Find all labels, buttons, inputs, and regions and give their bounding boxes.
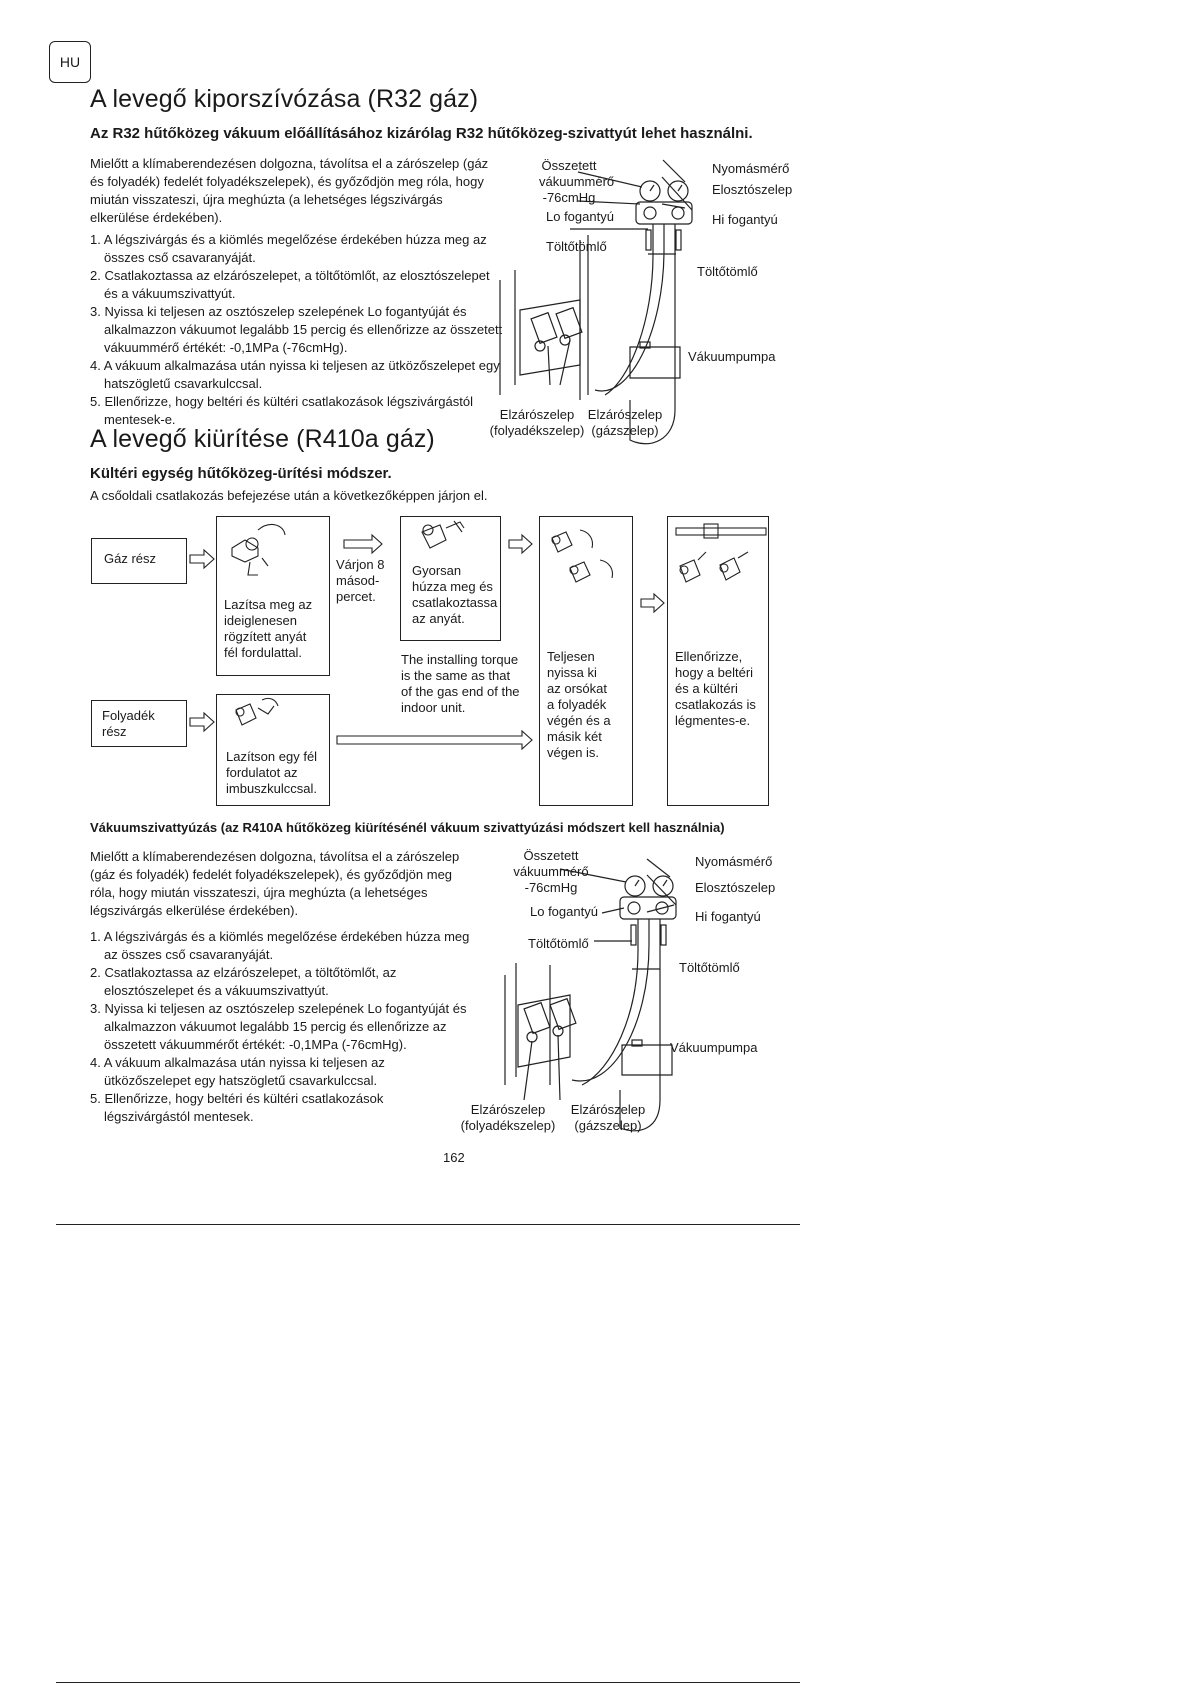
manifold-valve-label: Elosztószelep [695, 880, 776, 895]
manifold-valve-label: Elosztószelep [712, 182, 793, 197]
compound-gauge-label: Összetett vákuummérő -76cmHg [513, 848, 589, 895]
section3-intro: Mielőtt a klímaberendezésen dolgozna, távolítsa el a zárószelep (gáz és folyadék) fedelét folyadékszelepek), és győződjön meg róla, hogy miután visszateszi, újra meghúzta (a lehetséges légszivárgás elkerülése érdekében). [90, 849, 460, 918]
arrow-icon [344, 535, 382, 553]
step-item: 5. Ellenőrizze, hogy beltéri és kültéri csatlakozások légszivárgástól mentesek. [90, 1091, 384, 1124]
quick-tighten-text: Gyorsan húzza meg és csatlakoztassa az anyát. [412, 563, 498, 626]
section2-title: A levegő kiürítése (R410a gáz) [90, 425, 435, 453]
liquid-part-box: Folyadék rész [91, 700, 187, 747]
gas-valve-label: Elzárószelep (gázszelep) [570, 1102, 646, 1133]
charge-hose-right-label: Töltőtömlő [679, 960, 740, 975]
nut-tighten-icon [422, 521, 464, 548]
check-text: Ellenőrizze, hogy a beltéri és a kültéri csatlakozás is légmentes-e. [675, 649, 756, 728]
liquid-valve-label: Elzárószelep (folyadékszelep) [460, 1102, 556, 1133]
charge-hose-left-label: Töltőtömlő [546, 239, 607, 254]
divider-line [56, 1682, 800, 1683]
loosen-hex-text: Lazítson egy fél fordulatot az imbuszkulccsal. [226, 749, 318, 796]
step-item: 3. Nyissa ki teljesen az osztószelep szelepének Lo fogantyúját és alkalmazzon vákuumot legalább 15 percig és ellenőrizze az összetett vákuummérő értékét: -0,1MPa (-76cmHg). [90, 304, 503, 355]
valve-wrench-icon [232, 525, 285, 575]
hex-key-icon [236, 698, 278, 725]
lo-handle-label: Lo fogantyú [530, 904, 598, 919]
charge-hose-left-label: Töltőtömlő [528, 936, 589, 951]
arrow-icon [509, 535, 532, 553]
section1-title: A levegő kiporszívózása (R32 gáz) [90, 85, 479, 113]
arrow-icon [641, 594, 664, 612]
arrow-icon [190, 550, 214, 568]
step-item: 1. A légszivárgás és a kiömlés megelőzése érdekében húzza meg az összes cső csavaranyáját. [90, 232, 487, 265]
divider-line [56, 1224, 800, 1225]
vacuum-pump-icon [622, 1045, 672, 1075]
arrow-icon [337, 731, 532, 749]
gas-valve-label: Elzárószelep (gázszelep) [587, 407, 663, 438]
section2-intro: A csőoldali csatlakozás befejezése után a következőképpen járjon el. [90, 488, 488, 503]
hi-handle-label: Hi fogantyú [712, 212, 778, 227]
pressure-gauge-label: Nyomásmérő [695, 854, 773, 869]
charge-hose-right-label: Töltőtömlő [697, 264, 758, 279]
flow-arrows [0, 0, 1191, 820]
section1-subtitle: Az R32 hűtőközeg vákuum előállításához kizárólag R32 hűtőközeg-szivattyút lehet használni. [90, 125, 753, 142]
compound-gauge-label: Összetett vákuummérő -76cmHg [539, 158, 615, 205]
step-item: 2. Csatlakoztassa az elzárószelepet, a töltőtömlőt, az elosztószelepet és a vákuumszivattyút. [90, 965, 397, 998]
step-item: 4. A vákuum alkalmazása után nyissa ki teljesen az ütközőszelepet egy hatszögletű csavarkulccsal. [90, 358, 500, 391]
step-item: 4. A vákuum alkalmazása után nyissa ki teljesen az ütközőszelepet egy hatszögletű csavarkulccsal. [90, 1055, 385, 1088]
wait-text: Várjon 8 másod- percet. [336, 557, 385, 604]
arrow-icon [190, 713, 214, 731]
hi-handle-label: Hi fogantyú [695, 909, 761, 924]
step-item: 3. Nyissa ki teljesen az osztószelep szelepének Lo fogantyúját és alkalmazzon vákuumot legalább 15 percig és ellenőrizze az összetett vákuummérőt értékét: -0,1MPa (-76cmHg). [90, 1001, 467, 1052]
liquid-valve-label: Elzárószelep (folyadékszelep) [489, 407, 585, 438]
vacuum-pump-label: Vákuumpumpa [670, 1040, 758, 1055]
section3-steps [90, 928, 470, 1126]
pressure-gauge-label: Nyomásmérő [712, 161, 790, 176]
section3-subtitle: Vákuumszivattyúzás (az R410A hűtőközeg kiürítésénél vákuum szivattyúzási módszert kell használnia) [90, 820, 725, 835]
step-item: 2. Csatlakoztassa az elzárószelepet, a töltőtömlőt, az elosztószelepet és a vákuumszivattyút. [90, 268, 490, 301]
leak-check-icon [676, 524, 766, 582]
gas-part-box: Gáz rész [91, 538, 187, 584]
lo-handle-label: Lo fogantyú [546, 209, 614, 224]
section1-intro: Mielőtt a klímaberendezésen dolgozna, távolítsa el a zárószelep (gáz és folyadék) fedelét folyadékszelepek), és győződjön meg róla, hogy miután visszateszi, újra meghúzta (a lehetséges légszivárgás elkerülése érdekében). [90, 156, 489, 225]
section2-subtitle: Kültéri egység hűtőközeg-ürítési módszer. [90, 465, 392, 482]
step-item: 5. Ellenőrizze, hogy beltéri és kültéri csatlakozások légszivárgástól mentesek-e. [90, 394, 473, 427]
open-fully-text: Teljesen nyissa ki az orsókat a folyadék végén és a másik két végen is. [547, 649, 611, 760]
vacuum-pump-label: Vákuumpumpa [688, 349, 776, 364]
open-spindle-icon [552, 530, 613, 582]
step-item: 1. A légszivárgás és a kiömlés megelőzése érdekében húzza meg az összes cső csavaranyáját. [90, 929, 470, 962]
language-badge: HU [49, 41, 91, 83]
torque-note: The installing torque is the same as that of the gas end of the indoor unit. [401, 652, 520, 715]
loosen-nut-text: Lazítsa meg az ideiglenesen rögzített anyát fél fordulattal. [224, 597, 313, 660]
page-number: 162 [443, 1150, 465, 1165]
